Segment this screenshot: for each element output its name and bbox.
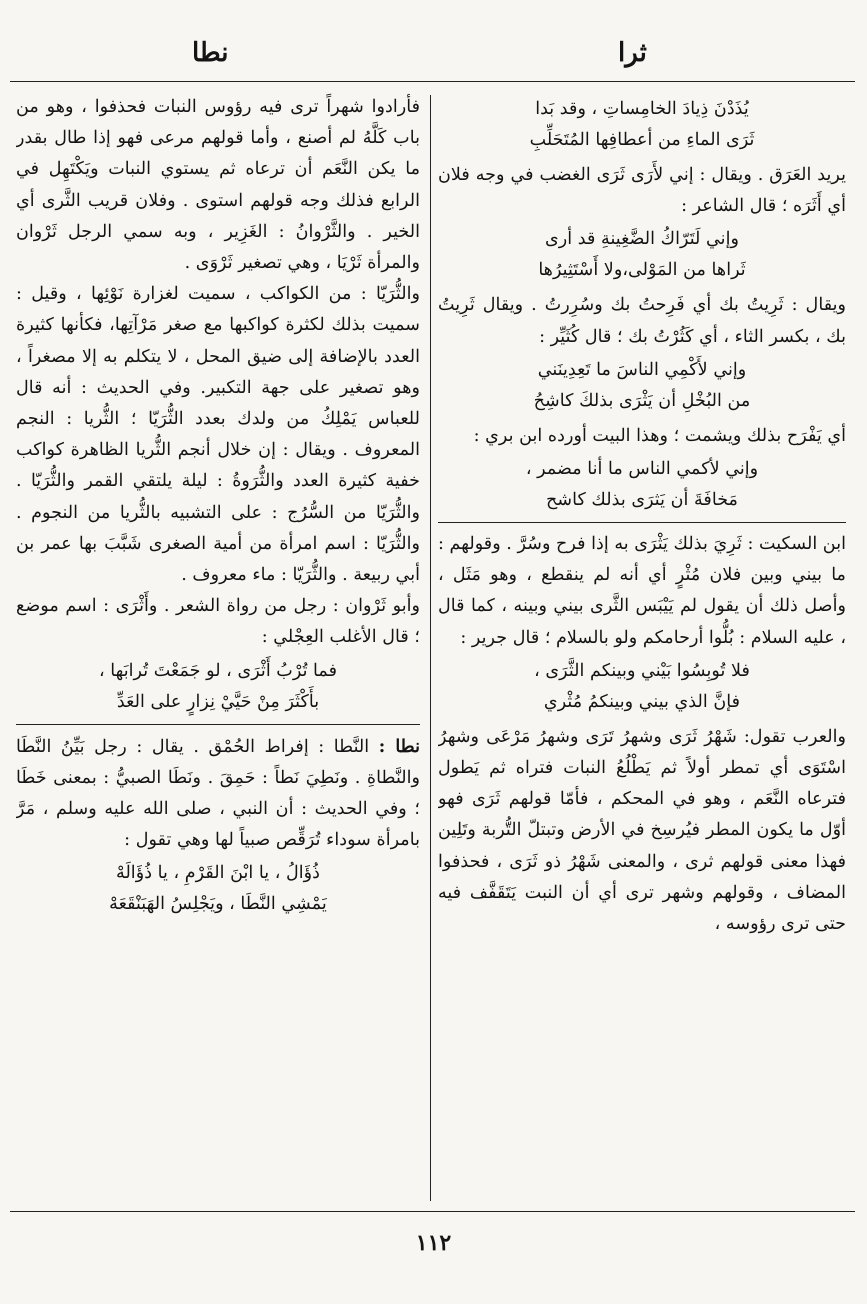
paragraph: وأبو ثَرْوان : رجل من رواة الشعر . وأَثْرَى : اسم موضع ؛ قال الأغلب العِجْلي : — [16, 596, 420, 648]
verse-line: من البُخْلِ أن يَثْرَى بذلكَ كاشِحُ — [533, 390, 751, 411]
verse-line: فلا تُوبِسُوا بَيْني وبينكم الثَّرَى ، — [534, 660, 750, 681]
verse-line: فما تُرْبُ أَثْرَى ، لو جَمَعْتَ تُرابَها ، — [99, 660, 337, 681]
paragraph: ويقال : ثَرِيتُ بك أي فَرِحتُ بك وسُرِرتُ . ويقال ثَرِيتُ بك ، بكسر الثاء ، أي كَثُرْتُ بك ؛ قال كُثَيِّر : — [438, 295, 846, 347]
paragraph: أي يَفْرَح بذلك ويشمت ؛ وهذا البيت أورده ابن بري : — [473, 425, 846, 446]
entry-text: النَّطا : إفراط الحُمْق . يقال : رجل بَيِّنُ النَّطَا والنَّطاةِ . ونَطِيَ نَطاً : حَمِقَ . ونَطَا الصبيُّ : بمعنى خَطَا ؛ وفي الحديث : أن النبي ، صلى الله عليه وسلم ، مَرَّ بامرأة سوداء تُرَقِّص صبياً لها وهي تقول : — [16, 736, 420, 851]
verse-line: ذُؤَالُ ، يا ابْنَ القَرْمِ ، يا ذُؤَالَهْ — [116, 863, 320, 884]
paragraph: فأرادوا شهراً ترى فيه رؤوس النبات فحذفوا ، وهو من باب كَلَّهُ لم أصنع ، وأما قولهم مرعى فهو إذا طال بقدر ما يكن النَّعَم أن ترعاه ثم يستوي النبات ويَكْتَهِل في الرابع فذلك وجه قولهم استوى . وفلان قريب الثَّرى أي الخير . والثَّرْوانُ : الغَزِير ، وبه سمي الرجل ثَرْوان والمرأة ثَرْيَا ، وهي تصغير ثَرْوَى . — [16, 97, 420, 274]
verse-block — [438, 224, 846, 286]
verse-line: يَمْشِي النَّطَا ، ويَجْلِسُ الهَبَنْقَعَهْ — [109, 894, 327, 915]
verse-line: ثَراها من المَوْلى،ولا أَسْتَثِيرُها — [538, 260, 746, 281]
divider — [16, 724, 420, 725]
verse-line: وإني لأكمي الناس ما أنا مضمر ، — [525, 459, 759, 480]
right-column-headword: ثرا — [618, 38, 647, 68]
top-rule — [10, 81, 855, 82]
verse-block — [438, 656, 846, 718]
paragraph: يريد العَرَق . ويقال : إني لأَرَى ثَرَى الغضب في وجه فلان أي أَثَرَه ؛ قال الشاعر : — [438, 165, 846, 217]
verse-line: وإني لأَكْمِي الناسَ ما تَعِدِينَني — [537, 359, 747, 380]
verse-line: وإني لَتَرّاكُ الضَّغِينةِ قد أرى — [545, 229, 739, 250]
page-number: ١١٢ — [415, 1230, 452, 1256]
verse-line: يُذَدْنَ ذِيادَ الخامِساتِ ، وقد بَدا — [535, 99, 749, 119]
verse-block — [16, 858, 420, 920]
verse-line: مَخافَةَ أن يَثرَى بذلك كاشح — [545, 490, 738, 511]
verse-block — [438, 355, 846, 417]
left-column-headword: نطا — [192, 38, 229, 68]
verse-block — [16, 656, 420, 718]
verse-line: ثَرَى الماءِ من أعطافِها المُتَحَلِّبِ — [529, 130, 755, 150]
paragraph: ابن السكيت : ثَرِيَ بذلك يَثْرَى به إذا فرح وسُرَّ . وقولهم : ما بيني وبين فلان مُثْرٍ أي أنه لم ينقطع ، وهو مَثَل ، وأصل ذلك أن يقول لم يَيْبَس الثَّرى بيني وبينه ، كما قال ، عليه السلام : بُلُّوا أرحامكم ولو بالسلام ؛ قال جرير : — [438, 534, 846, 648]
left-column — [16, 92, 420, 1202]
paragraph: والعرب تقول: شَهْرُ ثَرَى وشهرُ تَرَى وشهرُ مَرْعَى وشهرُ اسْتَوَى أي تمطر أولاً ثم يَطْلُعُ النبات فتراه ثم يَطول فترعاه النَّعَم ، وهو في المحكم ، فأمّا قولهم ثَرَى فهو أوّل ما يكون المطر فيُرسِخ في الأرض وتبتلّ التُّربة وتَلِين فهذا معنى قولهم ثرى ، والمعنى شَهْرُ ذو ثَرَى ، فحذفوا المضاف ، وقولهم وشهر ترى أي أن النبت يَتَقَفَّف فيه حتى ترى رؤوسه ، — [438, 726, 846, 935]
verse-line: فإنَّ الذي بيني وبينكمُ مُثْري — [543, 691, 741, 712]
bottom-rule — [10, 1211, 855, 1212]
entry-headword: نطا : — [378, 735, 420, 757]
divider — [438, 522, 846, 523]
right-column — [438, 92, 846, 1202]
column-separator — [430, 95, 431, 1201]
paragraph: والثُّرَيّا : من الكواكب ، سميت لغزارة نَوْئِها ، وقيل : سميت بذلك لكثرة كواكبها مع صغر مَرْآتِها، فكأنها كثيرة العدد بالإضافة إلى ضيق المحل ، لا يتكلم به إلا مصغراً ، وهو تصغير على جهة التكبير. وفي الحديث : أنه قال للعباس يَمْلِكُ من ولدك بعدد الثُّرَيّا ؛ الثُّريا : النجم المعروف . ويقال : إن خلال أنجم الثُّريا الظاهرة كواكب خفية كثيرة العدد والثُّرَوةُ : ليلة يلتقي القمر والثُّرَيّا . والثُّرَيّا من السُّرُج : على التشبيه بالثُّريا من النجوم . والثُّرَيّا : اسم امرأة من أمية الصغرى شَبَّبَ بها عمر بن أبي ربيعة . والثُّرَيّا : ماء معروف . — [16, 284, 420, 586]
verse-block — [438, 94, 846, 156]
entry-paragraph — [16, 731, 420, 857]
verse-line: بأَكْثَرَ مِنْ حَيَّيْ نِزارٍ على العَدِّ — [116, 691, 320, 712]
verse-block — [438, 454, 846, 516]
